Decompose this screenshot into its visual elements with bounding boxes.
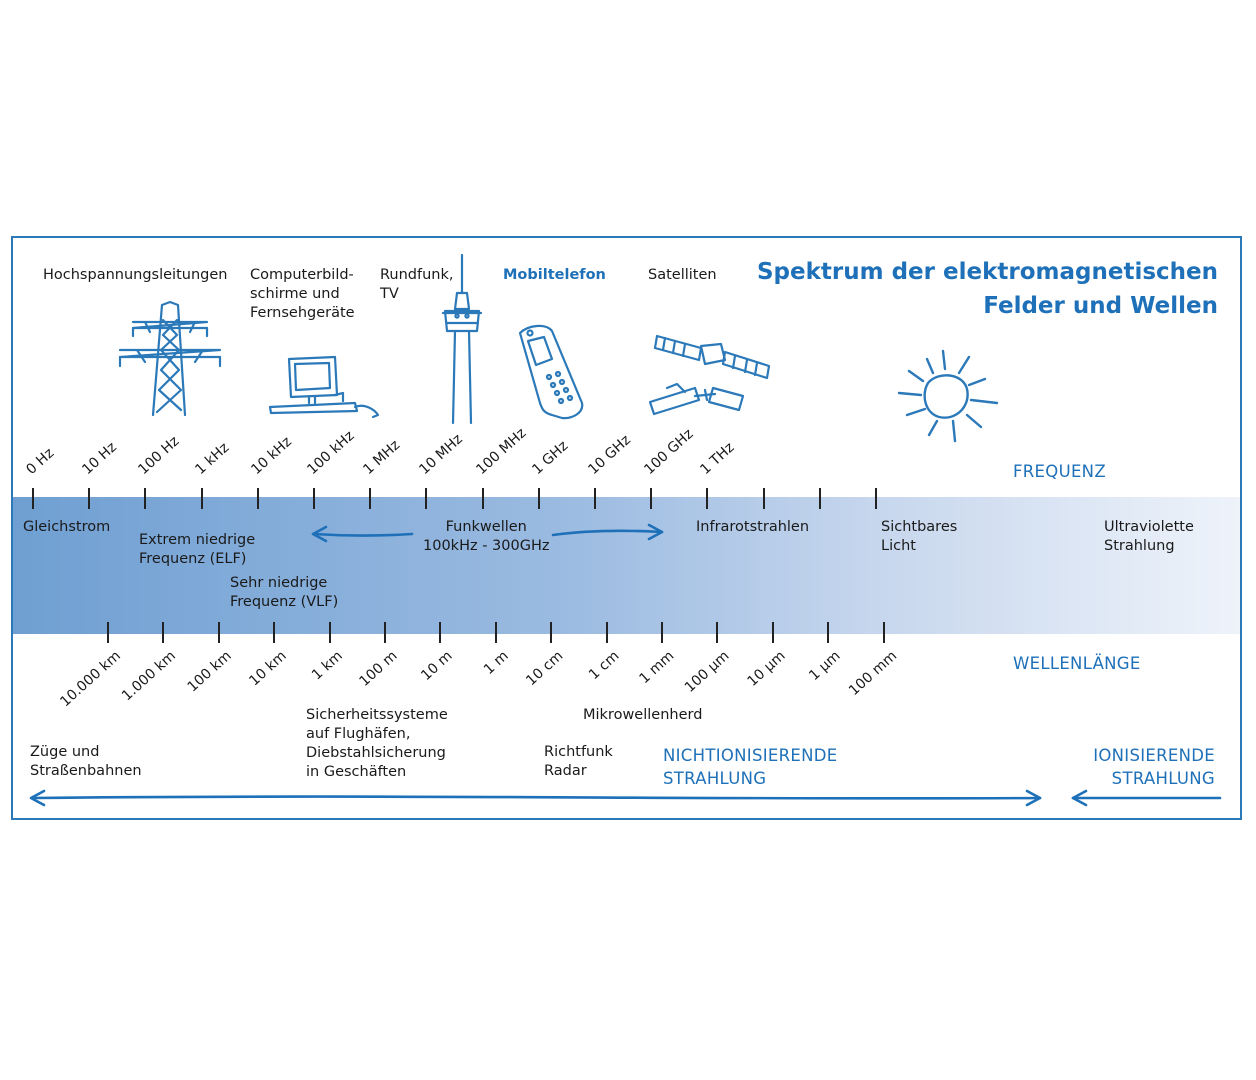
- wavelength-label: 10 µm: [744, 648, 789, 690]
- app-sicherheit: Sicherheitssysteme auf Flughäfen, Diebstahlsicherung in Geschäften: [306, 707, 448, 780]
- band-funkwellen: Funkwellen 100kHz - 300GHz: [423, 519, 550, 554]
- frequency-label: 1 MHz: [360, 437, 404, 478]
- wavelength-label: 1 m: [480, 648, 512, 678]
- wavelength-caption: WELLENLÄNGE: [1013, 654, 1141, 673]
- wavelength-label: 100 km: [184, 648, 235, 696]
- wavelength-label: 1 km: [309, 648, 346, 684]
- wavelength-label: 100 m: [356, 648, 401, 690]
- band-licht: Sichtbares Licht: [881, 519, 958, 554]
- wavelength-label: 10.000 km: [57, 648, 124, 711]
- frequency-label: 10 kHz: [248, 433, 295, 478]
- frequency-label: 1 kHz: [192, 439, 233, 478]
- non-ionizing-caption: NICHTIONISIERENDE STRAHLUNG: [663, 746, 838, 788]
- diagram-title: Spektrum der elektromagnetischen Felder und Wellen: [756, 259, 1218, 319]
- frequency-label: 1 GHz: [529, 437, 572, 478]
- band-vlf: Sehr niedrige Frequenz (VLF): [230, 575, 339, 610]
- band-uv: Ultraviolette Strahlung: [1104, 519, 1194, 554]
- band-infrarot: Infrarotstrahlen: [696, 519, 810, 535]
- app-mikrowelle: Mikrowellenherd: [583, 707, 703, 723]
- app-zuege: Züge und Straßenbahnen: [30, 744, 142, 779]
- label-rundfunk: Rundfunk, TV: [380, 267, 454, 302]
- wavelength-label: 100 mm: [846, 648, 901, 700]
- frequency-label: 100 GHz: [641, 426, 697, 478]
- frequency-caption: FREQUENZ: [1013, 462, 1106, 481]
- wavelength-label: 1.000 km: [119, 648, 179, 705]
- wavelength-label: 1 mm: [636, 648, 678, 688]
- wavelength-label: 10 cm: [523, 648, 567, 690]
- label-mobiltelefon: Mobiltelefon: [503, 267, 606, 283]
- frequency-label: 10 Hz: [79, 439, 120, 478]
- wavelength-label: 10 km: [246, 648, 290, 690]
- frequency-label: 100 kHz: [304, 427, 358, 478]
- frequency-label: 10 MHz: [416, 431, 466, 478]
- wavelength-label: 1 cm: [585, 648, 623, 684]
- label-satelliten: Satelliten: [648, 267, 717, 283]
- frequency-label: 0 Hz: [23, 445, 58, 478]
- wavelength-label: 10 m: [418, 648, 456, 684]
- ionizing-caption: IONISIERENDE STRAHLUNG: [1093, 746, 1215, 788]
- frequency-label: 1 THz: [697, 439, 738, 478]
- app-richtfunk: Richtfunk Radar: [544, 744, 613, 779]
- band-gleichstrom: Gleichstrom: [23, 519, 111, 535]
- frequency-label: 100 Hz: [135, 433, 183, 478]
- wavelength-label: 100 µm: [681, 648, 733, 696]
- wavelength-label: 1 µm: [806, 648, 844, 684]
- band-elf: Extrem niedrige Frequenz (ELF): [139, 532, 256, 567]
- frequency-label: 100 MHz: [473, 425, 530, 478]
- frequency-label: 10 GHz: [585, 431, 634, 478]
- label-computer: Computerbild- schirme und Fernsehgeräte: [250, 267, 355, 321]
- label-hochspannung: Hochspannungsleitungen: [43, 267, 228, 283]
